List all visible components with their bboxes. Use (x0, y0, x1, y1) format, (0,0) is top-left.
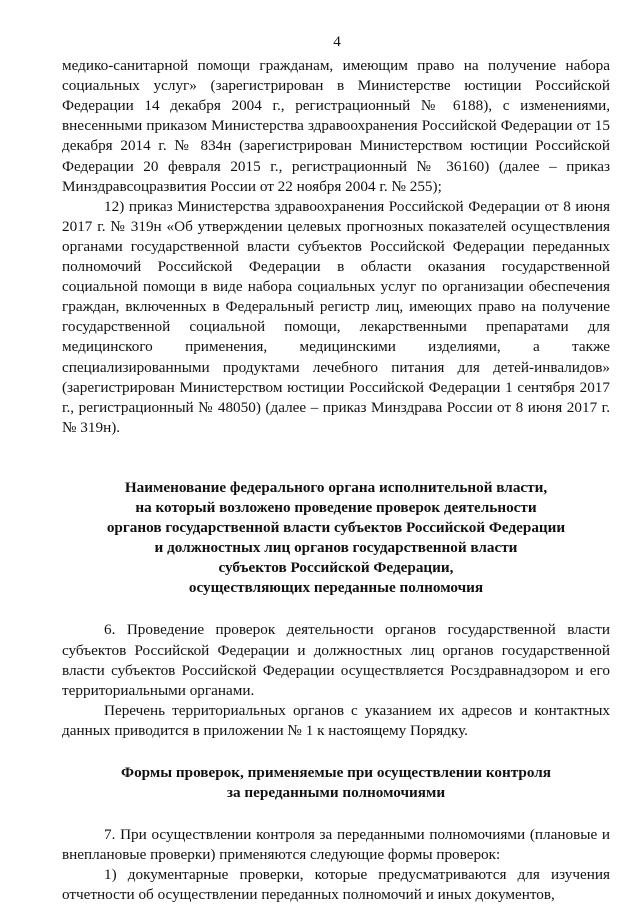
heading-line: осуществляющих переданные полномочия (188, 579, 484, 597)
heading-line: органов государственной власти субъектов Российской Федерации (106, 519, 566, 537)
paragraph-continuation: медико-санитарной помощи гражданам, имеющим право на получение набора социальных услуг» (зарегистрирован в Министерстве юстиции Российской Федерации 14 декабря 2004 г., регистрационный № 6188), с изменениями, внесенными приказом Министерства здравоохранения Российской Федерации от 15 декабря 2014 г. № 834н (зарегистрирован Министерством юстиции Российской Федерации 20 февраля 2015 г., регистрационный № 36160) (далее – приказ Минздравсоцразвития России от 22 ноября 2004 г. № 255); (62, 57, 610, 195)
paragraph-subitem-1: 1) документарные проверки, которые предусматриваются для изучения отчетности об осуществлении переданных полномочий и иных документов, (62, 866, 610, 904)
heading-line: Наименование федерального органа исполнительной власти, (124, 478, 548, 496)
section-heading-inspection-forms (62, 763, 610, 803)
paragraph-territorial-list: Перечень территориальных органов с указанием их адресов и контактных данных приводится в приложении № 1 к настоящему Порядку. (62, 701, 610, 739)
heading-line: за переданными полномочиями (226, 784, 446, 802)
paragraph-item-7: 7. При осуществлении контроля за переданными полномочиями (плановые и внеплановые проверки) применяются следующие формы проверок: (62, 826, 610, 864)
heading-line: Формы проверок, применяемые при осуществлении контроля (121, 764, 551, 781)
paragraph-item-6: 6. Проведение проверок деятельности органов государственной власти субъектов Российской Федерации и должностных лиц органов государственной власти субъектов Российской Федерации осуществляется Росздравнадзором и его территориальными органами. (62, 621, 610, 699)
heading-line: и должностных лиц органов государственной власти (154, 539, 518, 557)
paragraph-item-12: 12) приказ Министерства здравоохранения Российской Федерации от 8 июня 2017 г. № 319н «Об утверждении целевых прогнозных показателей осуществления органами государственной власти субъектов Российской Федерации переданных полномочий Российской Федерации в области оказания государственной социальной помощи в виде набора социальных услуг по организации обеспечения граждан, включенных в Федеральный регистр лиц, имеющих право на получение государственной социальной помощи, лекарственными препаратами для медицинского применения, медицинскими изделиями, а также специализированными продуктами лечебного питания для детей-инвалидов» (зарегистрирован Министерством юстиции Российской Федерации 1 сентября 2017 г., регистрационный № 48050) (далее – приказ Минздрава России от 8 июня 2017 г. № 319н). (62, 197, 610, 436)
heading-line: на который возложено проведение проверок деятельности (135, 498, 537, 516)
page-number: 4 (333, 33, 341, 50)
section-heading-federal-authority (62, 478, 610, 599)
document-page (62, 32, 610, 906)
heading-line: субъектов Российской Федерации, (218, 559, 454, 577)
